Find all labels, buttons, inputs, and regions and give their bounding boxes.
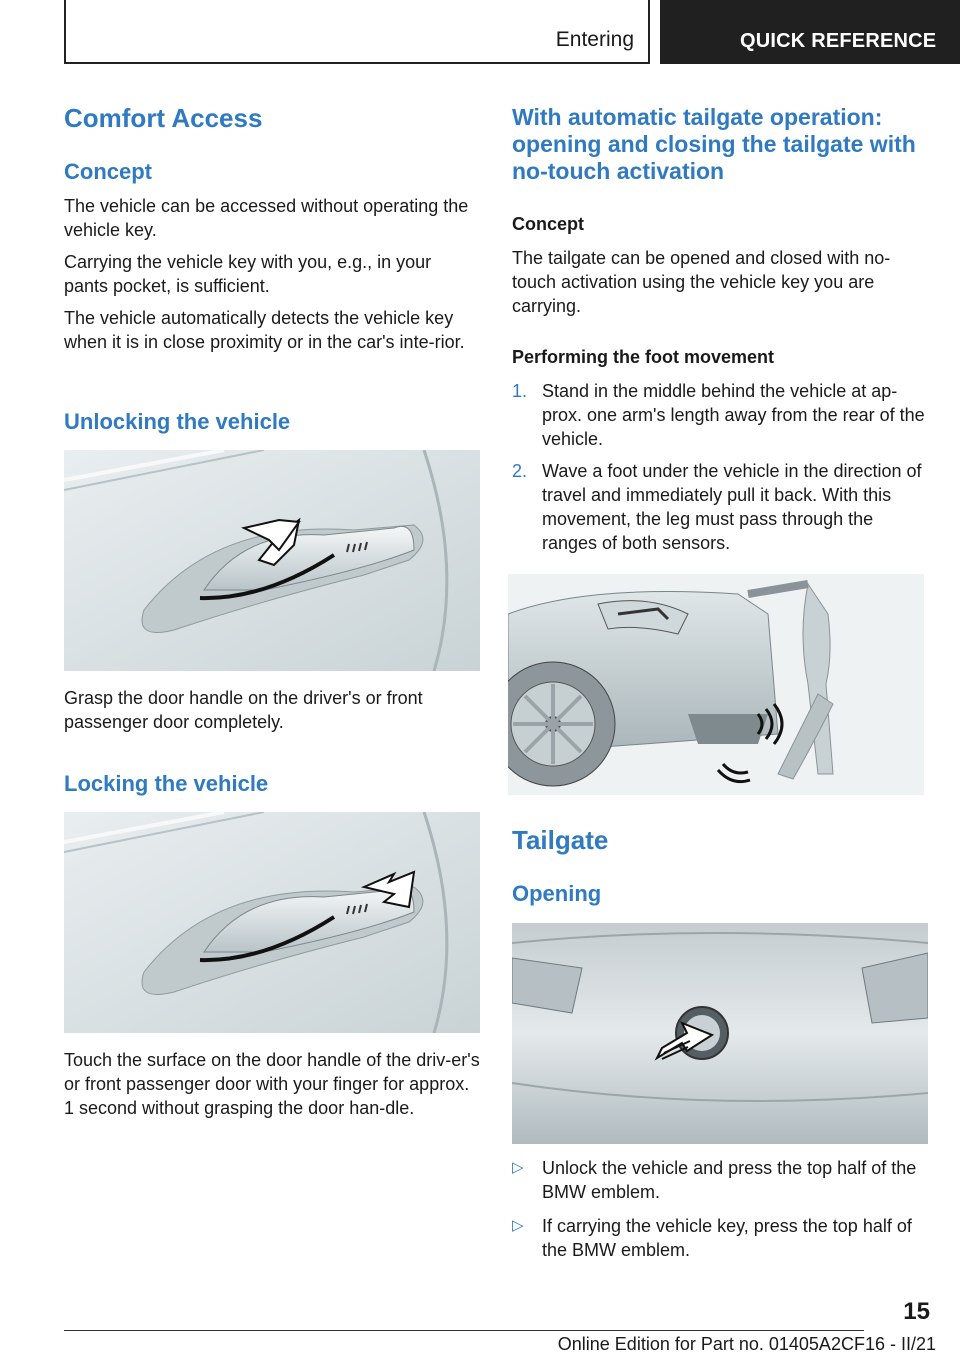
concept-paragraph-3: The vehicle automatically detects the vehicle key when it is in close proximity or in the car's inte‐rior.	[64, 308, 465, 352]
step-number: 2.	[512, 461, 528, 481]
tailgate-heading: Tailgate	[512, 825, 609, 855]
concept-paragraph-2: Carrying the vehicle key with you, e.g., in your pants pocket, is sufficient.	[64, 252, 432, 296]
no-touch-tailgate-heading: With automatic tailgate operation: opening and closing the tailgate with no-touch activation	[512, 104, 916, 184]
step-number: 1.	[512, 381, 528, 401]
bullet-triangle-icon: ▷	[512, 1217, 524, 1234]
footer-divider	[64, 1330, 864, 1331]
foot-movement-steps	[512, 379, 932, 555]
step-item	[512, 459, 932, 555]
lock-instruction: Touch the surface on the door handle of the driv‐er's or front passenger door with your finger for approx. 1 second without grasping the door han‐dle.	[64, 1050, 480, 1118]
unlock-instruction: Grasp the door handle on the driver's or front passenger door completely.	[64, 688, 423, 732]
bullet-item	[512, 1214, 932, 1262]
page-number: 15	[903, 1298, 930, 1325]
opening-heading: Opening	[512, 881, 602, 906]
unlocking-heading: Unlocking the vehicle	[64, 409, 291, 434]
locking-heading: Locking the vehicle	[64, 771, 269, 796]
header-chapter-tab: QUICK REFERENCE	[660, 0, 960, 64]
bullet-triangle-icon: ▷	[512, 1159, 524, 1176]
concept-paragraph-1: The vehicle can be accessed without operating the vehicle key.	[64, 196, 469, 240]
foot-movement-figure	[508, 574, 924, 795]
left-column	[64, 102, 480, 134]
step-text: Stand in the middle behind the vehicle at ap‐prox. one arm's length away from the rear of the vehicle.	[542, 381, 925, 449]
tailgate-emblem-figure	[512, 923, 928, 1144]
header-section-title: Entering	[555, 28, 634, 51]
bullet-text: Unlock the vehicle and press the top half of the BMW emblem.	[542, 1158, 917, 1202]
step-item	[512, 379, 932, 451]
step-text: Wave a foot under the vehicle in the direction of travel and immediately pull it back. With this movement, the leg must pass through the ranges of both sensors.	[542, 461, 922, 553]
comfort-access-title: Comfort Access	[64, 103, 263, 133]
concept-heading: Concept	[64, 159, 152, 184]
no-touch-concept-text: The tailgate can be opened and closed with no-touch activation using the vehicle key you are carrying.	[512, 248, 891, 316]
bullet-text: If carrying the vehicle key, press the top half of the BMW emblem.	[542, 1216, 912, 1260]
opening-bullets	[512, 1156, 932, 1262]
foot-movement-heading: Performing the foot movement	[512, 347, 775, 367]
unlock-door-handle-figure	[64, 450, 480, 671]
no-touch-concept-heading: Concept	[512, 214, 584, 234]
bullet-item	[512, 1156, 932, 1204]
footer-edition: Online Edition for Part no. 01405A2CF16 - II/21	[557, 1334, 936, 1354]
lock-door-handle-figure	[64, 812, 480, 1033]
